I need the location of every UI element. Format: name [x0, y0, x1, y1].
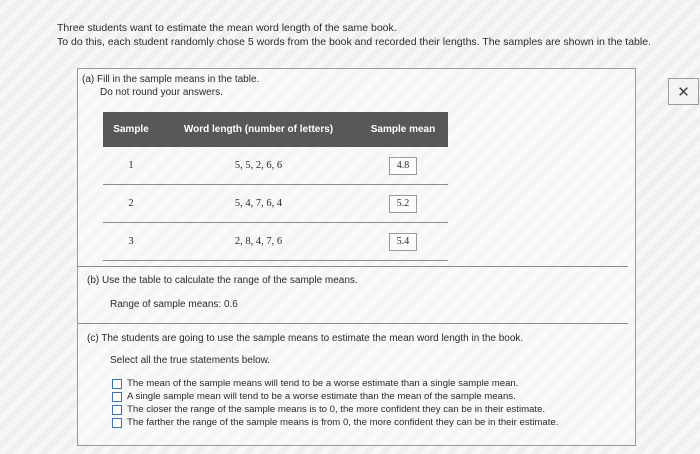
- table-header-row: [103, 112, 448, 147]
- checkbox[interactable]: [112, 379, 122, 389]
- header-sample: Sample: [103, 112, 159, 147]
- statement-text: The farther the range of the sample means is from 0, the more confident they can be in their estimate.: [127, 417, 559, 428]
- statement-option[interactable]: [112, 390, 558, 403]
- statement-options: [112, 377, 558, 429]
- sample-number: 2: [103, 185, 159, 223]
- checkbox[interactable]: [112, 405, 122, 415]
- header-sample-mean: Sample mean: [358, 112, 448, 147]
- table-row: [103, 147, 448, 185]
- word-lengths: 5, 4, 7, 6, 4: [159, 185, 358, 223]
- range-answer: [110, 299, 238, 310]
- sample-mean-input[interactable]: 5.2: [389, 195, 417, 213]
- statement-text: The closer the range of the sample means is to 0, the more confident they can be in their estimate.: [127, 404, 546, 415]
- checkbox[interactable]: [112, 392, 122, 402]
- sample-mean-input[interactable]: 4.8: [389, 157, 417, 175]
- statement-text: A single sample mean will tend to be a worse estimate than the mean of the sample means.: [127, 391, 516, 402]
- problem-intro: [57, 21, 651, 49]
- range-input[interactable]: 0.6: [223, 299, 238, 310]
- statement-option[interactable]: [112, 416, 558, 429]
- sample-table: [103, 112, 448, 261]
- checkbox[interactable]: [112, 418, 122, 428]
- statement-text: The mean of the sample means will tend to be a worse estimate than a single sample mean.: [127, 378, 519, 389]
- statement-option[interactable]: [112, 377, 558, 390]
- part-a-line-2: Do not round your answers.: [100, 87, 223, 98]
- part-c-question: (c) The students are going to use the sample means to estimate the mean word length in the book.: [87, 333, 524, 344]
- close-button[interactable]: [668, 78, 699, 105]
- part-a-instructions: [82, 73, 259, 99]
- sample-mean-input[interactable]: 5.4: [389, 233, 417, 251]
- select-instruction: Select all the true statements below.: [110, 355, 271, 366]
- word-lengths: 2, 8, 4, 7, 6: [159, 223, 358, 261]
- statement-option[interactable]: [112, 403, 558, 416]
- header-word-length: Word length (number of letters): [159, 112, 358, 147]
- part-b-question: (b) Use the table to calculate the range of the sample means.: [87, 275, 358, 286]
- table-row: [103, 223, 448, 261]
- close-icon: ✕: [677, 83, 690, 101]
- intro-line-2: To do this, each student randomly chose 5 words from the book and recorded their lengths. The samples are shown in the table.: [57, 36, 651, 48]
- sample-number: 3: [103, 223, 159, 261]
- section-divider: [77, 323, 628, 324]
- sample-number: 1: [103, 147, 159, 185]
- range-label: Range of sample means:: [110, 299, 222, 310]
- intro-line-1: Three students want to estimate the mean word length of the same book.: [57, 22, 397, 34]
- table-row: [103, 185, 448, 223]
- section-divider: [77, 266, 628, 267]
- word-lengths: 5, 5, 2, 6, 6: [159, 147, 358, 185]
- part-a-line-1: (a) Fill in the sample means in the table.: [82, 74, 260, 85]
